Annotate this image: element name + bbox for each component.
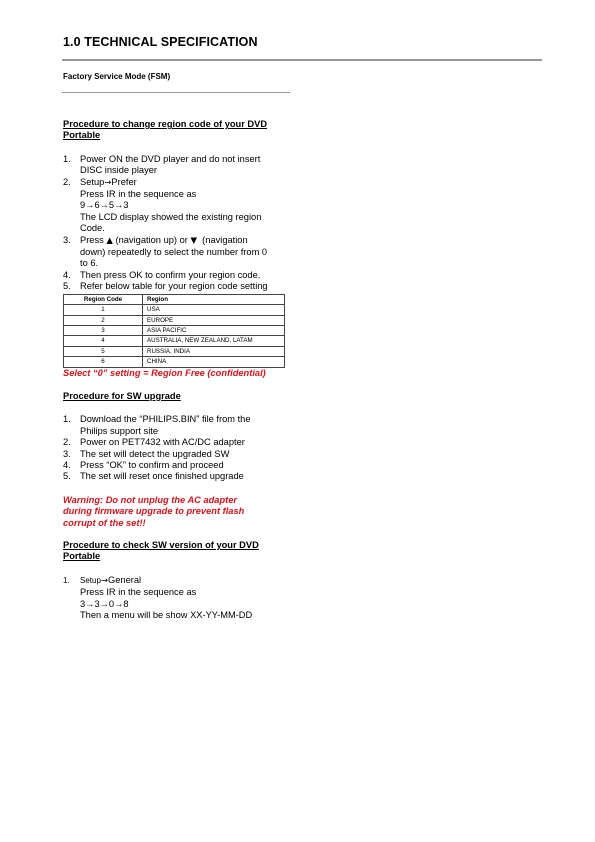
table-row — [64, 305, 285, 315]
header-rule — [62, 59, 542, 61]
list-item: 2. Power on PET7432 with AC/DC adapter — [63, 437, 245, 448]
region-free-note: Select “0” setting = Region Free (confidential) — [63, 367, 266, 378]
table-cell: RUSSIA, INDIA — [143, 346, 285, 356]
sw-version-steps — [63, 575, 295, 622]
list-item: 3. Press ▲ (navigation up) or ▼ (navigation down) repeatedly to select the number from 0 to 6. — [63, 234, 268, 269]
sw-upgrade-steps — [63, 414, 295, 482]
table-cell: 3 — [64, 325, 143, 335]
table-cell: ASIA PACIFIC — [143, 325, 285, 335]
table-cell: 6 — [64, 357, 143, 367]
triangle-down-icon: ▼ — [190, 235, 197, 246]
sw-version-section — [63, 540, 295, 621]
list-item: 1. Download the “PHILIPS.BIN” file from the Philips support site — [63, 414, 251, 436]
table-header-row — [64, 294, 285, 304]
table-cell: AUSTRALIA, NEW ZEALAND, LATAM — [143, 336, 285, 346]
column-header: Region — [143, 294, 285, 304]
table-cell: CHINA — [143, 357, 285, 367]
sw-version-heading: Procedure to check SW version of your DVD Portable — [63, 540, 259, 562]
table-row — [64, 325, 285, 335]
subtitle-rule — [62, 92, 290, 93]
section-subtitle: Factory Service Mode (FSM) — [63, 72, 171, 81]
list-item: 4. Then press OK to confirm your region code. — [63, 269, 261, 280]
list-item: 5. Refer below table for your region code setting — [63, 281, 268, 292]
table-row — [64, 357, 285, 367]
sw-upgrade-section — [63, 391, 295, 529]
table-row — [64, 336, 285, 346]
list-item: 1. Power ON the DVD player and do not insert DISC inside player — [63, 153, 261, 176]
table-cell: 2 — [64, 315, 143, 325]
table-cell: 5 — [64, 346, 143, 356]
table-row — [64, 346, 285, 356]
region-code-table — [63, 294, 285, 368]
region-steps — [63, 154, 295, 293]
list-item: 2. Setup→Prefer Press IR in the sequence as 9→6→5→3 The LCD display showed the existing region Code. — [63, 176, 262, 234]
list-item: 4. Press “OK” to confirm and proceed — [63, 460, 224, 471]
list-item: 3. The set will detect the upgraded SW — [63, 448, 230, 459]
region-heading: Procedure to change region code of your DVD Portable — [63, 119, 268, 141]
arrow-right-icon: → — [104, 177, 112, 188]
triangle-up-icon: ▲ — [106, 235, 113, 246]
list-item: 1. Setup→General Press IR in the sequence as 3→3→0→8 Then a menu will be show XX-YY-MM-DD — [63, 574, 253, 621]
firmware-warning: Warning: Do not unplug the AC adapter during firmware upgrade to prevent flash corrupt of the set!! — [63, 494, 245, 528]
column-header: Region Code — [64, 294, 143, 304]
arrow-right-icon: → — [100, 575, 109, 586]
page-title: 1.0 TECHNICAL SPECIFICATION — [63, 35, 258, 49]
region-section — [63, 119, 295, 379]
table-cell: 4 — [64, 336, 143, 346]
table-cell: USA — [143, 305, 285, 315]
sw-upgrade-heading: Procedure for SW upgrade — [63, 391, 181, 401]
table-row — [64, 315, 285, 325]
list-item: 5. The set will reset once finished upgrade — [63, 471, 244, 482]
table-cell: 1 — [64, 305, 143, 315]
table-cell: EUROPE — [143, 315, 285, 325]
